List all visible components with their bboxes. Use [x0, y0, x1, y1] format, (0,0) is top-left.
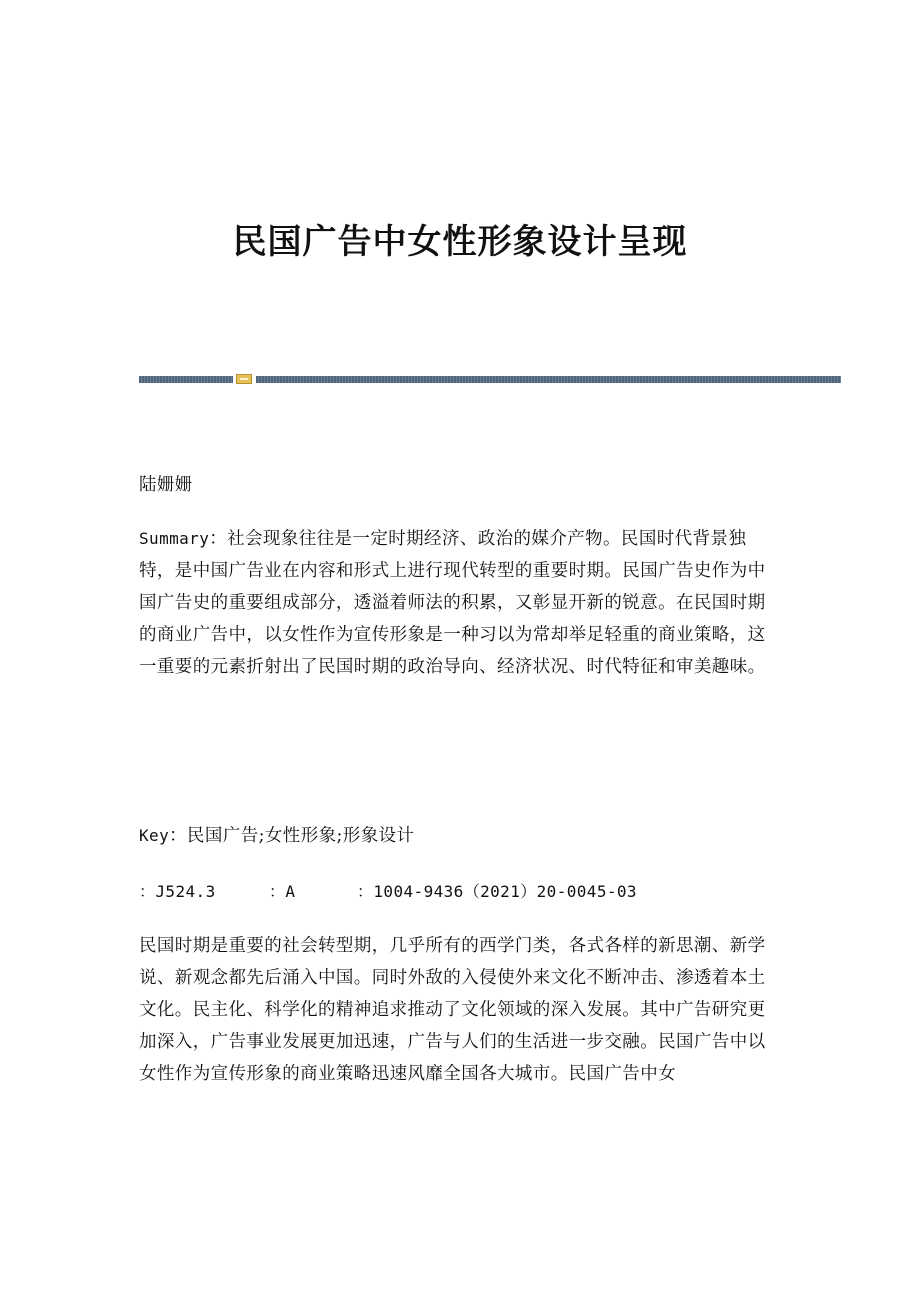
divider-ornament-icon: [236, 374, 252, 384]
classification-line: [139, 876, 769, 908]
summary-text: ：社会现象往往是一定时期经济、政治的媒介产物。民国时代背景独特，是中国广告业在内容和形式上进行现代转型的重要时期。民国广告史作为中国广告史的重要组成部分，透溢着师法的积累，又彰显开新的锐意。在民国时期的商业广告中，以女性作为宣传形象是一种习以为常却举足轻重的商业策略，这一重要的元素折射出了民国时期的政治导向、经济状况、时代特征和审美趣味。: [139, 529, 766, 677]
author-name: 陆姗姗: [139, 475, 193, 495]
divider-bar-right: [256, 376, 841, 383]
keywords-text: ：民国广告;女性形象;形象设计: [169, 826, 415, 846]
title-divider: [139, 375, 841, 383]
article-id: ：1004-9436（2021）20-0045-03: [357, 882, 637, 901]
keywords-label: Key: [139, 826, 170, 845]
document-code: ：A: [269, 882, 296, 901]
keywords-block: [139, 820, 769, 852]
classification-code: ：J524.3: [139, 882, 216, 901]
divider-bar-left: [139, 376, 233, 383]
summary-block: [139, 523, 769, 683]
summary-label: Summary: [139, 529, 210, 548]
document-title: 民国广告中女性形象设计呈现: [232, 222, 688, 262]
body-paragraph: 民国时期是重要的社会转型期，几乎所有的西学门类，各式各样的新思潮、新学说、新观念都先后涌入中国。同时外敌的入侵使外来文化不断冲击、渗透着本土文化。民主化、科学化的精神追求推动了文化领域的深入发展。其中广告研究更加深入，广告事业发展更加迅速，广告与人们的生活进一步交融。民国广告中以女性作为宣传形象的商业策略迅速风靡全国各大城市。民国广告中女: [139, 936, 766, 1084]
